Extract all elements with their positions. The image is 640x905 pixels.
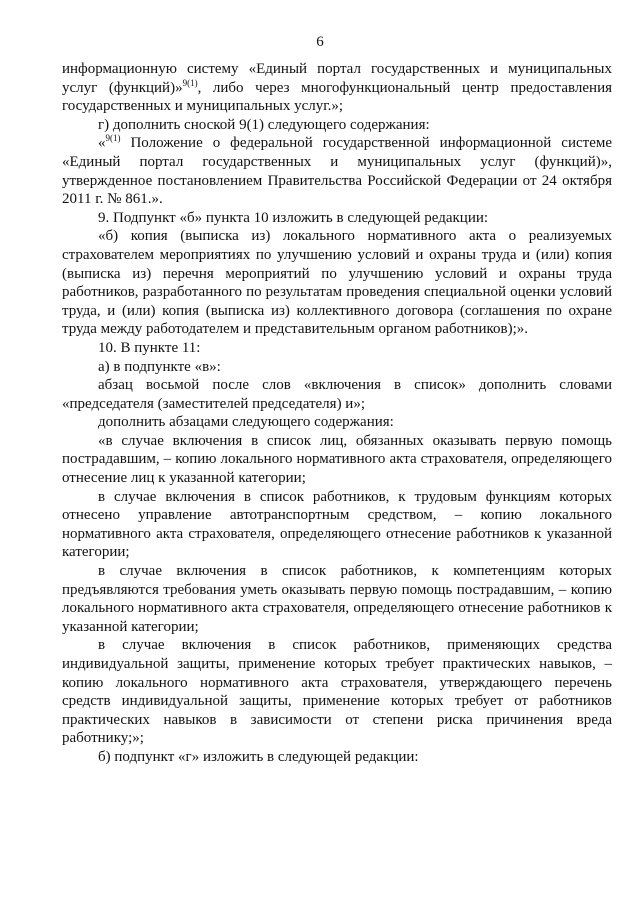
paragraph-1-text-end: , либо через многофункциональный центр предоставления государственных и муниципальных услуг.»; <box>62 79 612 115</box>
paragraph-11: в случае включения в список работников, к трудовым функциям которых отнесено управление автотранспортным средством, – копию локального нормативного акта страхователя, определяющего отнесение работников к указанной категории; <box>62 488 612 561</box>
paragraph-3-quote: « <box>98 135 106 152</box>
paragraph-8: абзац восьмой после слов «включения в список» дополнить словами «председателя (заместителей председателя) и»; <box>62 377 612 412</box>
paragraph-1-text: информационную систему «Единый портал государственных и муниципальных услуг (функций)» <box>62 61 612 96</box>
paragraph-14: б) подпункт «г» изложить в следующей редакции: <box>98 748 419 765</box>
paragraph-10: «в случае включения в список лиц, обязанных оказывать первую помощь пострадавшим, – копию локального нормативного акта страхователя, определяющего отнесение лиц к указанной категории; <box>62 432 612 487</box>
page-number: 6 <box>316 34 324 50</box>
document-body <box>62 60 612 767</box>
paragraph-13: в случае включения в список работников, применяющих средства индивидуальной защиты, применение которых требует практических навыков, – копию локального нормативного акта страхователя, утверждающего перечень средств индивидуальной защиты, применение которых требует от работников практических навыков в зависимости от степени риска причинения вреда работнику;»; <box>62 637 612 747</box>
paragraph-1 <box>62 60 612 116</box>
paragraph-12: в случае включения в список работников, к компетенциям которых предъявляются требования уметь оказывать первую помощь пострадавшим, – копию локального нормативного акта страхователя, определяющего отнесение работников к указанной категории; <box>62 563 612 635</box>
paragraph-7: а) в подпункте «в»: <box>98 358 221 375</box>
paragraph-9: дополнить абзацами следующего содержания: <box>98 414 394 431</box>
paragraph-3-text: Положение о федеральной государственной информационной системе «Единый портал государственных и муниципальных услуг (функций)», утвержденное постановлением Правительства Российской Федерации от 24 октября 2011 г. № 861.». <box>62 135 612 208</box>
footnote-mark: 9(1) <box>105 133 121 144</box>
paragraph-3 <box>62 134 612 208</box>
paragraph-2: г) дополнить сноской 9(1) следующего содержания: <box>98 116 430 133</box>
paragraph-4: 9. Подпункт «б» пункта 10 изложить в следующей редакции: <box>98 209 489 226</box>
paragraph-5: «б) копия (выписка из) локального нормативного акта о реализуемых страхователем мероприятиях по улучшению условий и охраны труда и (или) копия (выписка из) перечня мероприятий по улучшению условий и охраны труда работников, разработанного по результатам проведения специальной оценки условий труда, и (или) копия (выписка из) коллективного договора (соглашения по охране труда между работодателем и представительным органом работников);». <box>62 228 612 338</box>
paragraph-6: 10. В пункте 11: <box>98 339 201 356</box>
footnote-ref: 9(1) <box>182 77 198 88</box>
